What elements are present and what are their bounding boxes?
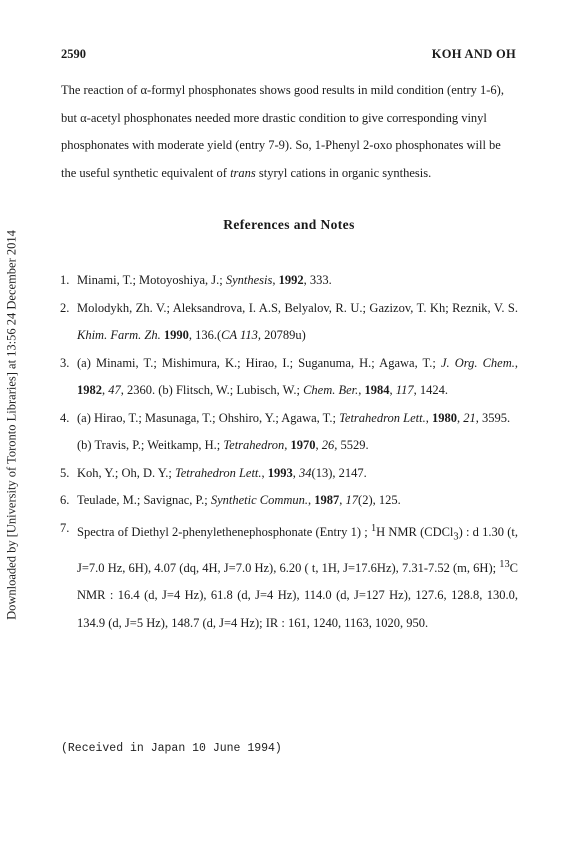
alpha-symbol: α — [80, 110, 87, 125]
italic-trans: trans — [230, 165, 256, 180]
download-watermark — [2, 0, 22, 865]
reference-item: 2. Molodykh, Zh. V.; Aleksandrova, I. A.S, Belyalov, R. U.; Gazizov, T. Kh; Reznik, V. S. Khim. Farm. Zh. 1990, 136.(CA 113, 20789u) — [60, 295, 518, 350]
reference-list — [60, 267, 518, 637]
reference-item: 1. Minami, T.; Motoyoshiya, J.; Synthesis, 1992, 333. — [60, 267, 518, 295]
reference-item: 5. Koh, Y.; Oh, D. Y.; Tetrahedron Lett., 1993, 34(13), 2147. — [60, 460, 518, 488]
reference-item: 4. (a) Hirao, T.; Masunaga, T.; Ohshiro, Y.; Agawa, T.; Tetrahedron Lett., 1980, 21, 3595. — [60, 405, 518, 433]
page-number: 2590 — [61, 47, 86, 61]
reference-number: 4. — [60, 410, 70, 425]
running-head-authors: KOH AND OH — [431, 47, 516, 61]
reference-number: 6. — [60, 493, 70, 507]
references-heading: References and Notes — [223, 217, 355, 232]
intro-paragraph: The reaction of α-formyl phosphonates shows good results in mild condition (entry 1-6), but α-acetyl phosphonates needed more drastic condition to give corresponding vinyl phosphonates with moderate yield (entry 7-9). So, 1-Phenyl 2-oxo phosphonates will be the useful synthetic equivalent of trans styryl cations in organic synthesis. — [61, 83, 504, 180]
reference-item: 6. Teulade, M.; Savignac, P.; Synthetic Commun., 1987, 17(2), 125. — [60, 487, 518, 515]
reference-number: 1. — [60, 273, 70, 287]
reference-item: 7. Spectra of Diethyl 2-phenylethenephosphonate (Entry 1) ; $^1$H NMR (CDCl$_3$) : d 1.30 (t, J=7.0 Hz, 6H), 4.07 (dq, 4H, J=7.0 Hz), 6.20 ( t, 1H, J=17.6Hz), 7.31-7.52 (m, 6H); $^{13}$C NMR : 16.4 (d, J=4 Hz), 61.8 (d, J=4 Hz), 114.0 (d, J=127 Hz), 127.6, 128.8, 130.0, 134.9 (d, J=5 Hz), 148.7 (d, J=4 Hz); IR : 161, 1240, 1163, 1020, 950. — [60, 515, 518, 638]
running-header — [61, 47, 516, 63]
received-date: (Received in Japan 10 June 1994) — [61, 742, 282, 755]
reference-number: 7. — [60, 520, 70, 535]
download-watermark-text: Downloaded by [University of Toronto Libraries] at 13:56 24 December 2014 — [4, 230, 19, 620]
reference-item: 3. (a) Minami, T.; Mishimura, K.; Hirao, I.; Suganuma, H.; Agawa, T.; J. Org. Chem., 1982, 47, 2360. (b) Flitsch, W.; Lubisch, W.; Chem. Ber., 1984, 117, 1424. — [60, 350, 518, 405]
reference-number: 3. — [60, 355, 70, 370]
reference-number: 2. — [60, 300, 70, 315]
alpha-symbol: α — [140, 83, 148, 97]
reference-number: 5. — [60, 465, 70, 480]
reference-subitem: (b) Travis, P.; Weitkamp, H.; Tetrahedron, 1970, 26, 5529. — [77, 438, 369, 452]
